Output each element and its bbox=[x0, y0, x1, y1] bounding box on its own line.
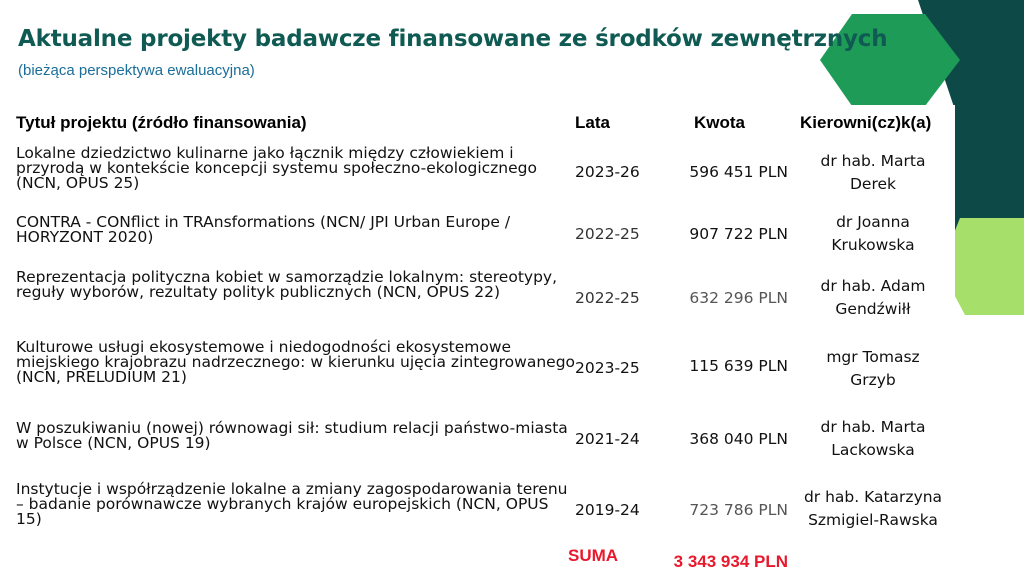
leader-line: Lackowska bbox=[831, 441, 915, 459]
project-title: Lokalne dziedzictwo kulinarne jako łącznik między człowiekiem i przyrodą w kontekście koncepcji systemu społeczno-ekologicznego (NCN, OPUS 25) bbox=[16, 144, 537, 192]
project-years: 2023-25 bbox=[575, 359, 640, 377]
page-subtitle: (bieżąca perspektywa ewaluacyjna) bbox=[18, 62, 255, 79]
leader-line: mgr Tomasz bbox=[826, 348, 920, 366]
header-years: Lata bbox=[575, 113, 610, 132]
project-amount: 723 786 PLN bbox=[689, 501, 788, 519]
page-title: Aktualne projekty badawcze finansowane ze środków zewnętrznych bbox=[18, 26, 888, 52]
project-years: 2022-25 bbox=[575, 289, 640, 307]
leader-line: Grzyb bbox=[850, 371, 896, 389]
project-title: W poszukiwaniu (nowej) równowagi sił: studium relacji państwo-miasta w Polsce (NCN, OPUS 19) bbox=[16, 419, 568, 452]
leader-line: dr Joanna bbox=[836, 213, 910, 231]
header-amount: Kwota bbox=[694, 113, 745, 132]
project-leader bbox=[790, 150, 956, 196]
project-years: 2021-24 bbox=[575, 430, 640, 448]
project-title: Instytucje i współrządzenie lokalne a zmiany zagospodarowania terenu – badanie porównawcze wybranych krajów europejskich (NCN, OPUS 15) bbox=[16, 480, 568, 528]
project-title: CONTRA - CONflict in TRAnsformations (NCN/ JPI Urban Europe / HORYZONT 2020) bbox=[16, 213, 511, 246]
project-title: Kulturowe usługi ekosystemowe i niedogodności ekosystemowe miejskiego krajobrazu nadrzecznego: w kierunku ujęcia zintegrowanego (NCN, PRELUDIUM 21) bbox=[16, 338, 576, 386]
project-leader bbox=[790, 346, 956, 392]
leader-line: dr hab. Adam bbox=[820, 277, 926, 295]
project-amount: 907 722 PLN bbox=[689, 225, 788, 243]
leader-line: dr hab. Marta bbox=[820, 418, 926, 436]
leader-line: Krukowska bbox=[831, 236, 915, 254]
project-years: 2023-26 bbox=[575, 163, 640, 181]
sum-label: SUMA bbox=[568, 546, 619, 565]
project-years: 2019-24 bbox=[575, 501, 640, 519]
project-leader bbox=[790, 486, 956, 532]
leader-line: dr hab. Marta bbox=[820, 152, 926, 170]
sum-value: 3 343 934 PLN bbox=[673, 552, 788, 571]
project-title: Reprezentacja polityczna kobiet w samorządzie lokalnym: stereotypy, reguły wyborów, rezultaty polityk publicznych (NCN, OPUS 22) bbox=[16, 268, 558, 301]
header-leader: Kierowni(cz)k(a) bbox=[800, 113, 932, 132]
leader-line: Derek bbox=[849, 175, 896, 193]
project-leader bbox=[790, 275, 956, 321]
project-leader bbox=[790, 416, 956, 462]
project-amount: 632 296 PLN bbox=[689, 289, 788, 307]
header-title: Tytuł projektu (źródło finansowania) bbox=[16, 113, 307, 132]
project-years: 2022-25 bbox=[575, 225, 640, 243]
project-amount: 368 040 PLN bbox=[689, 430, 788, 448]
project-amount: 596 451 PLN bbox=[689, 163, 788, 181]
project-amount: 115 639 PLN bbox=[689, 357, 788, 375]
leader-line: Gendźwiłł bbox=[835, 300, 911, 318]
leader-line: Szmigiel-Rawska bbox=[808, 511, 938, 529]
leader-line: dr hab. Katarzyna bbox=[803, 488, 943, 506]
project-leader bbox=[790, 211, 956, 257]
